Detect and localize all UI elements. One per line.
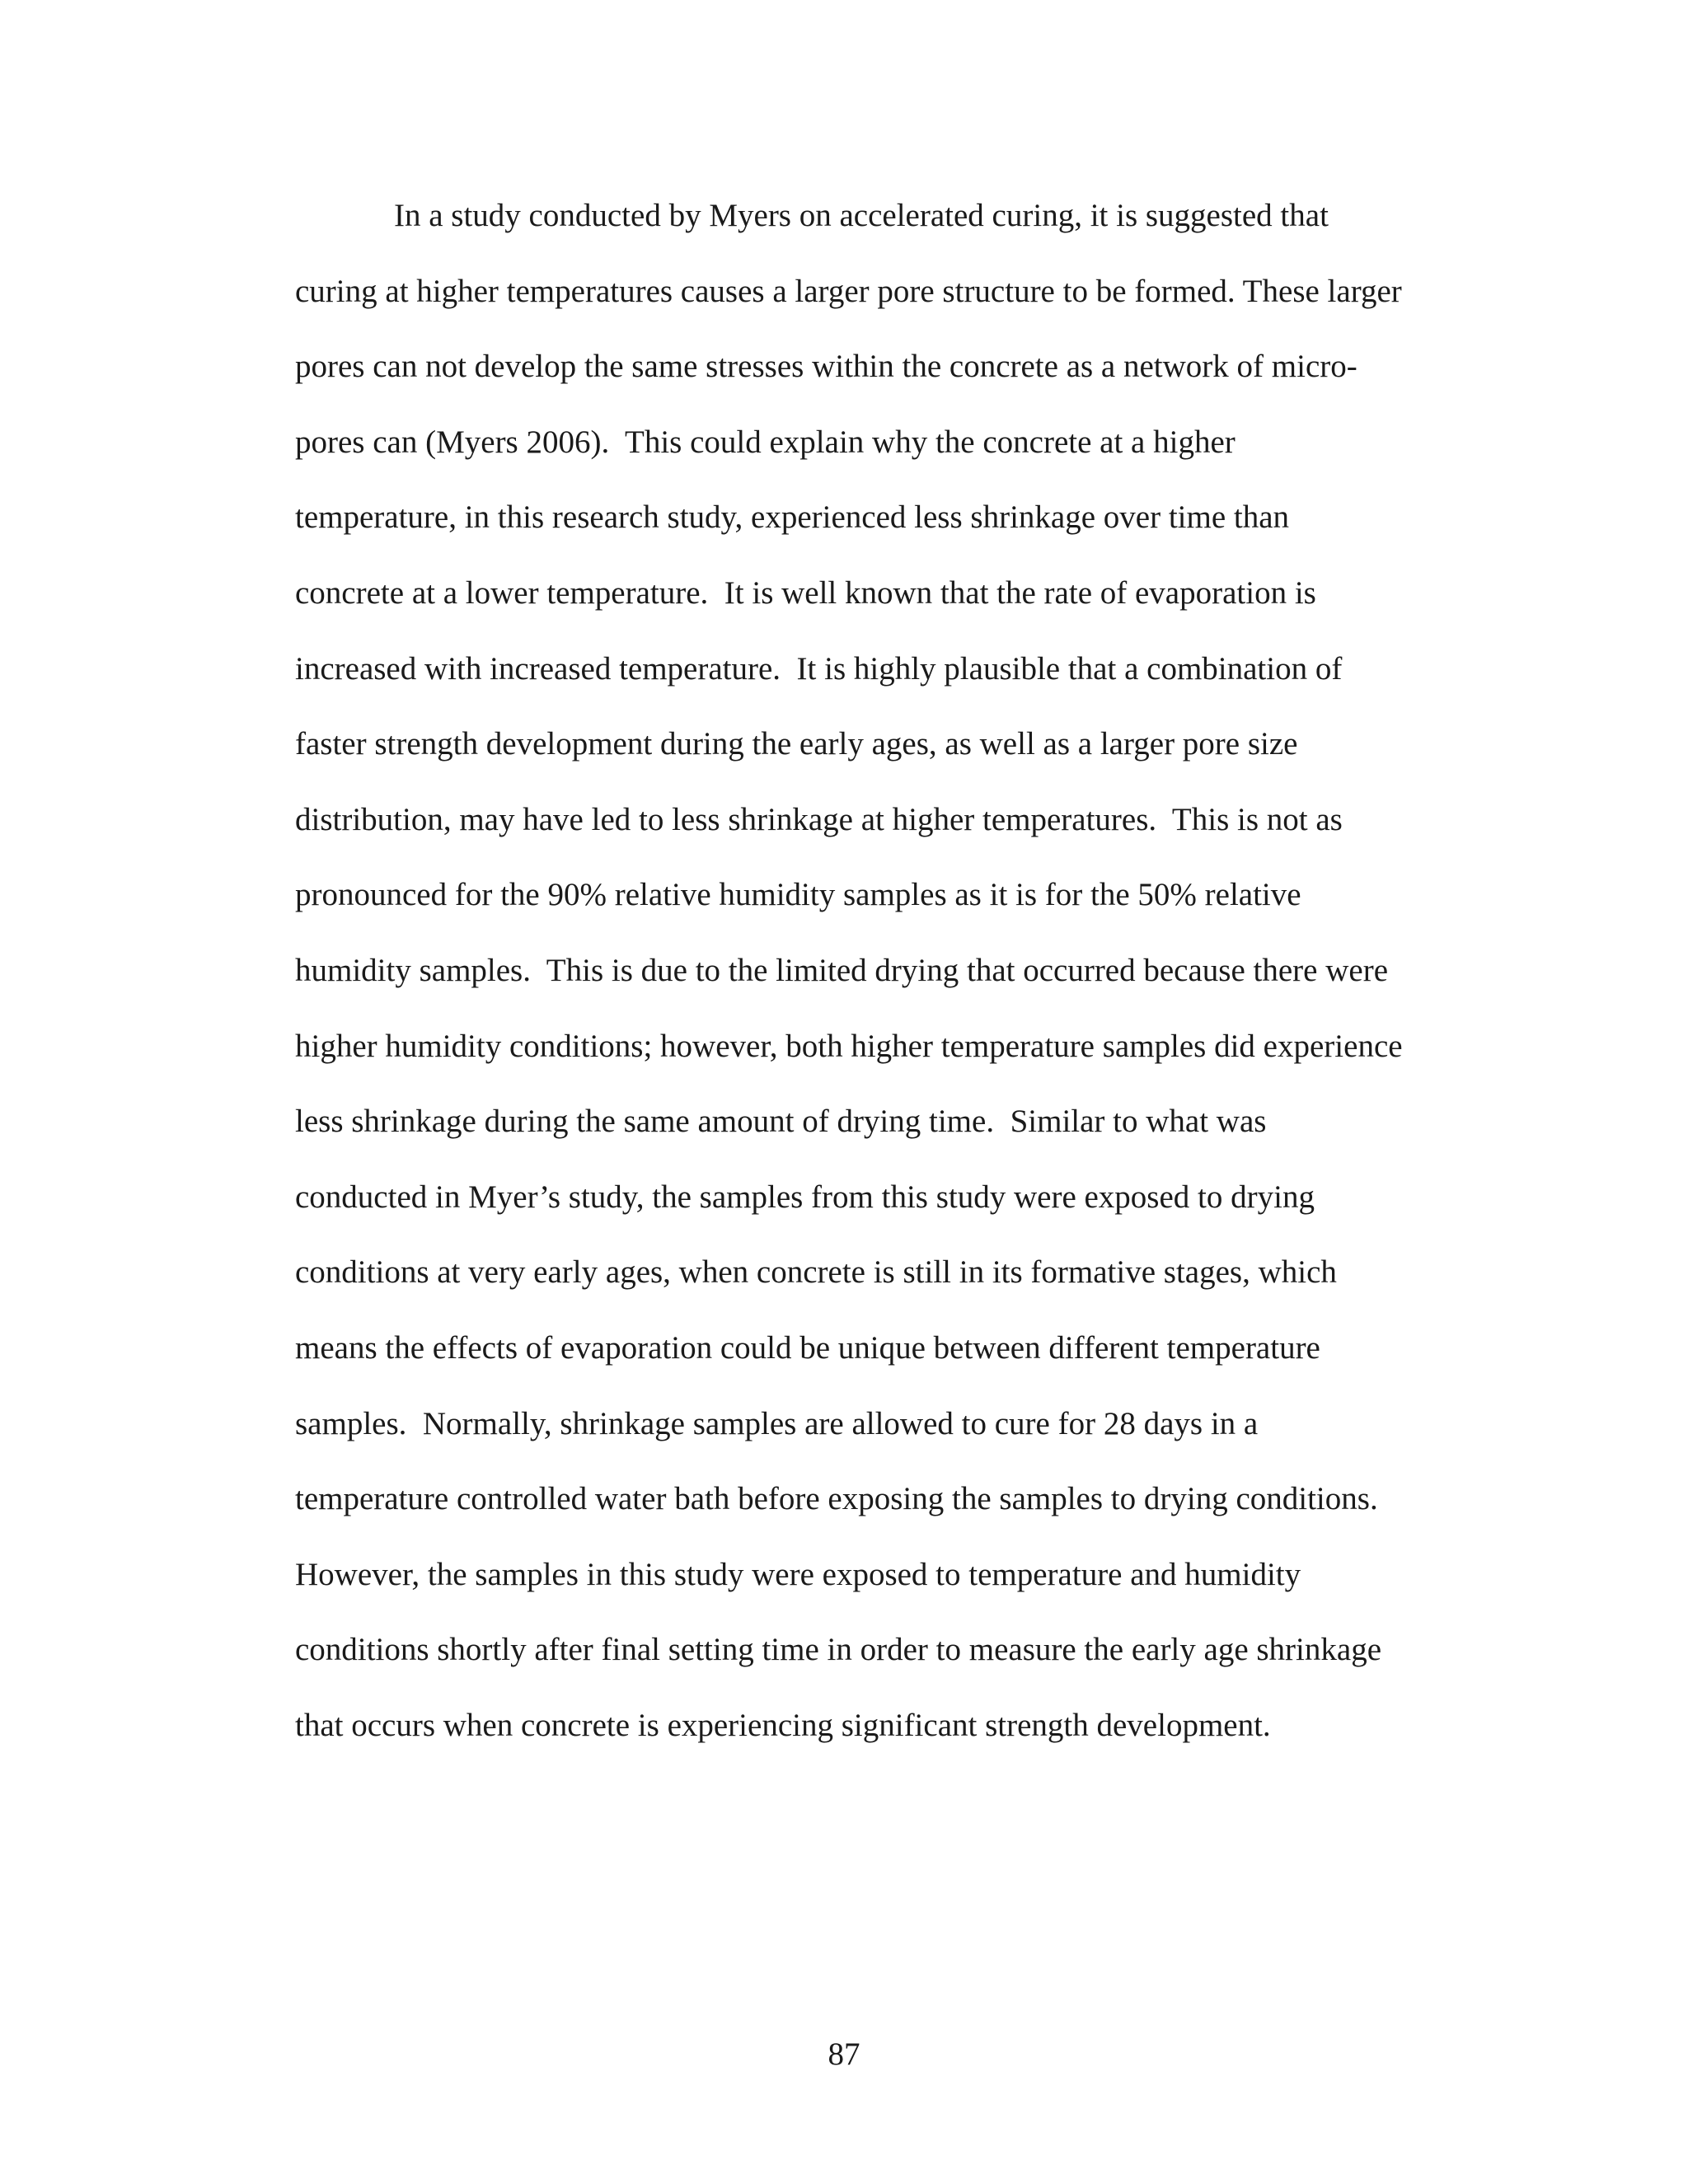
paragraph-line: conditions shortly after final setting time in order to measure the early age shrinkage bbox=[295, 1632, 1382, 1668]
paragraph-line: curing at higher temperatures causes a larger pore structure to be formed. These larger bbox=[295, 273, 1402, 309]
paragraph-line: means the effects of evaporation could be unique between different temperature bbox=[295, 1329, 1320, 1366]
paragraph-line: pronounced for the 90% relative humidity samples as it is for the 50% relative bbox=[295, 877, 1301, 913]
paragraph-line: faster strength development during the early ages, as well as a larger pore size bbox=[295, 726, 1298, 762]
body-paragraph bbox=[295, 190, 1403, 1775]
paragraph-line: However, the samples in this study were exposed to temperature and humidity bbox=[295, 1556, 1301, 1592]
paragraph-line: that occurs when concrete is experiencing significant strength development. bbox=[295, 1707, 1271, 1743]
paragraph-line: temperature controlled water bath before exposing the samples to drying conditions. bbox=[295, 1481, 1378, 1517]
paragraph-line: pores can (Myers 2006). This could explain why the concrete at a higher bbox=[295, 424, 1236, 460]
paragraph-line: In a study conducted by Myers on accelerated curing, it is suggested that bbox=[394, 198, 1329, 233]
paragraph-line: increased with increased temperature. It is highly plausible that a combination of bbox=[295, 650, 1343, 687]
paragraph-line: distribution, may have led to less shrinkage at higher temperatures. This is not as bbox=[295, 801, 1343, 837]
paragraph-line: samples. Normally, shrinkage samples are allowed to cure for 28 days in a bbox=[295, 1405, 1259, 1441]
paragraph-line: pores can not develop the same stresses within the concrete as a network of micro- bbox=[295, 349, 1357, 385]
paragraph-line: conditions at very early ages, when concrete is still in its formative stages, which bbox=[295, 1254, 1337, 1291]
paragraph-line: less shrinkage during the same amount of drying time. Similar to what was bbox=[295, 1104, 1267, 1140]
paragraph-line: higher humidity conditions; however, both higher temperature samples did experience bbox=[295, 1028, 1403, 1064]
page-number: 87 bbox=[828, 2036, 860, 2072]
paragraph-line: temperature, in this research study, experienced less shrinkage over time than bbox=[295, 499, 1290, 536]
paragraph-line: conducted in Myer’s study, the samples from this study were exposed to drying bbox=[295, 1179, 1315, 1215]
paragraph-line: concrete at a lower temperature. It is well known that the rate of evaporation is bbox=[295, 574, 1316, 611]
paragraph-line: humidity samples. This is due to the limited drying that occurred because there were bbox=[295, 952, 1388, 988]
